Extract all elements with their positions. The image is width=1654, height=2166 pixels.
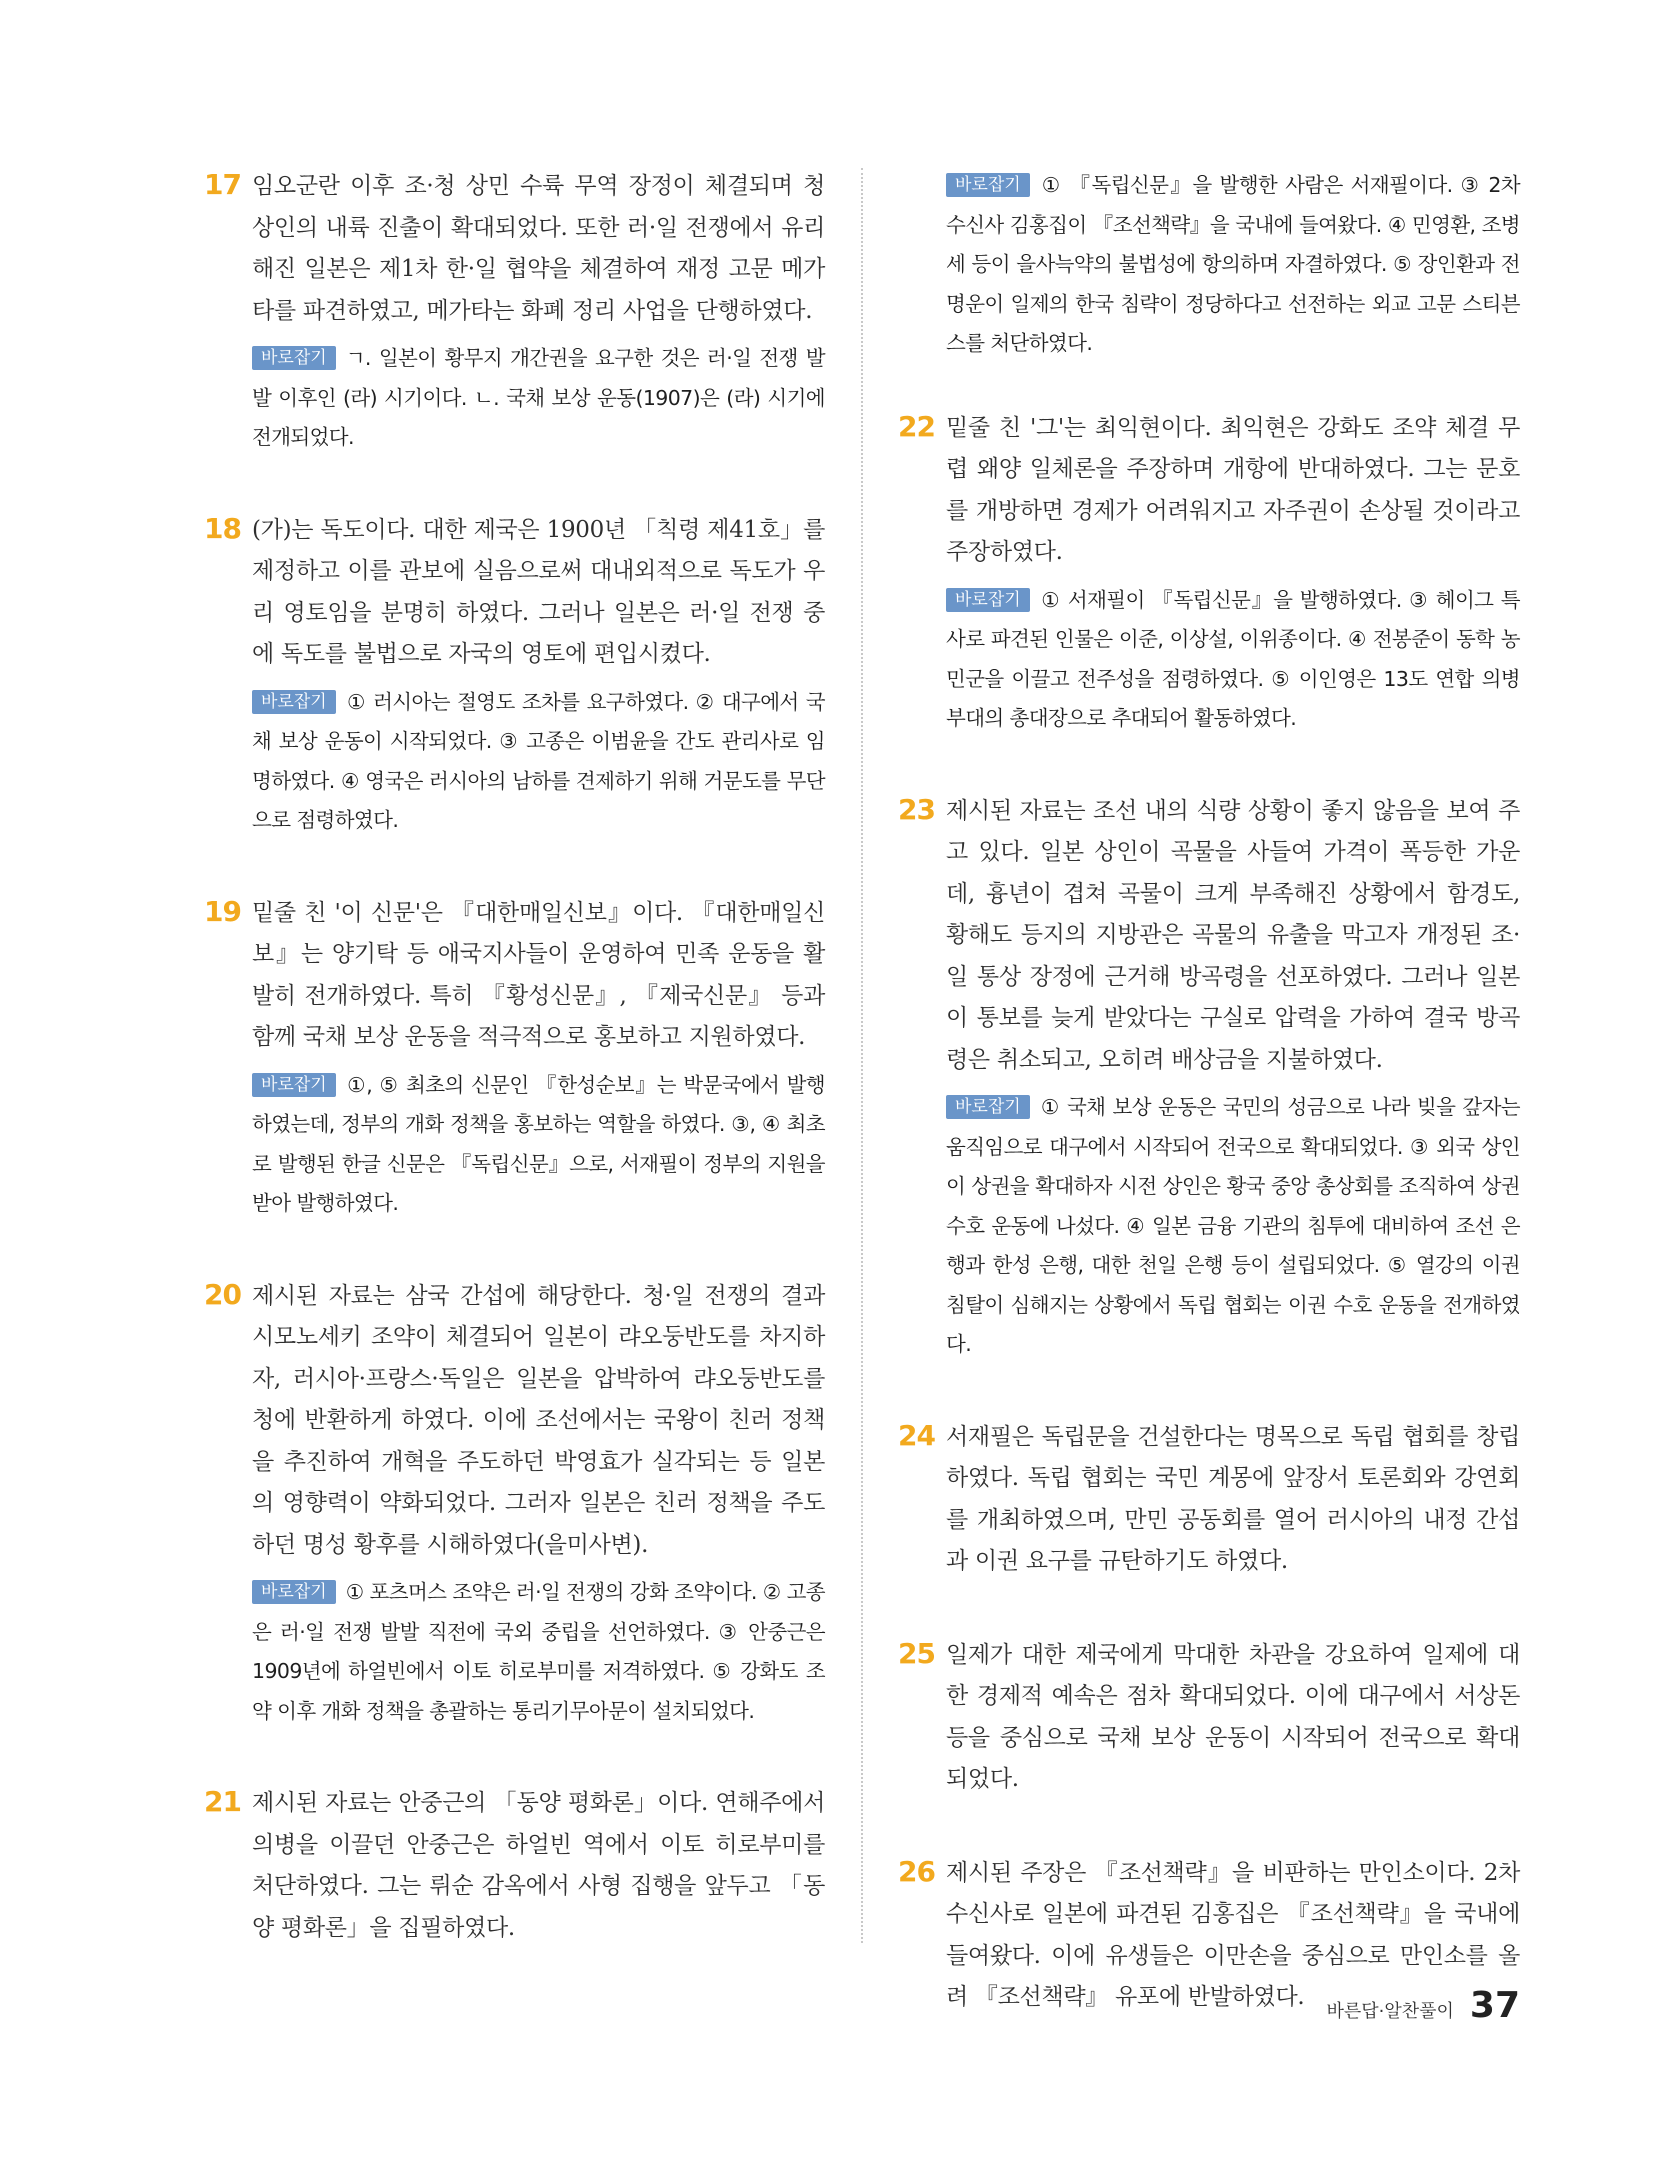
question-number: 21 <box>204 1785 241 1818</box>
correction-badge: 바로잡기 <box>252 690 336 714</box>
correction-note <box>946 581 1520 739</box>
correction-note <box>252 339 825 458</box>
answer-text: 제시된 주장은 『조선책략』을 비판하는 만인소이다. 2차 수신사로 일본에 파견된 김홍집은 『조선책략』을 국내에 들여왔다. 이에 유생들은 이만손을 중심으로 만인소를 올려 『조선책략』 유포에 반발하였다. <box>946 1859 1520 2010</box>
answer-text: 일제가 대한 제국에게 막대한 차관을 강요하여 일제에 대한 경제적 예속은 점차 확대되었다. 이에 대구에서 서상돈 등을 중심으로 국채 보상 운동이 시작되어 전국으로 확대되었다. <box>946 1641 1520 1792</box>
correction-note <box>946 1088 1520 1365</box>
correction-text: ① 서재필이 『독립신문』을 발행하였다. ③ 헤이그 특사로 파견된 인물은 이준, 이상설, 이위종이다. ④ 전봉준이 동학 농민군을 이끌고 전주성을 점령하였다. ⑤ 이인영은 13도 연합 의병 부대의 총대장으로 추대되어 활동하였다. <box>946 587 1520 730</box>
answer-item-23 <box>898 791 1520 1365</box>
answer-item-24 <box>898 1417 1520 1583</box>
answer-item-19 <box>204 893 825 1224</box>
answer-item-17 <box>204 166 825 458</box>
correction-note <box>252 683 825 841</box>
question-number: 25 <box>898 1636 935 1670</box>
answer-text: 밑줄 친 '이 신문'은 『대한매일신보』이다. 『대한매일신보』는 양기탁 등 애국지사들이 운영하여 민족 운동을 활발히 전개하였다. 특히 『황성신문』, 『제국신문』 등과 함께 국채 보상 운동을 적극적으로 홍보하고 지원하였다. <box>252 899 825 1050</box>
correction-badge: 바로잡기 <box>946 173 1030 197</box>
answer-text: 임오군란 이후 조·청 상민 수륙 무역 장정이 체결되며 청 상인의 내륙 진출이 확대되었다. 또한 러·일 전쟁에서 유리해진 일본은 제1차 한·일 협약을 체결하여 재정 고문 메가타를 파견하였고, 메가타는 화폐 정리 사업을 단행하였다. <box>252 173 825 324</box>
correction-text: ① 포츠머스 조약은 러·일 전쟁의 강화 조약이다. ② 고종은 러·일 전쟁 발발 직전에 국외 중립을 선언하였다. ③ 안중근은 1909년에 하얼빈에서 이토 히로부미를 저격하였다. ⑤ 강화도 조약 이후 개화 정책을 총괄하는 통리기무아문이 설치되었다. <box>252 1580 825 1723</box>
page-footer <box>1326 1985 1520 2026</box>
answer-item-21-continued <box>898 166 1520 364</box>
right-column <box>898 166 1520 2019</box>
answer-text: (가)는 독도이다. 대한 제국은 1900년 「칙령 제41호」를 제정하고 이를 관보에 실음으로써 대내외적으로 독도가 우리 영토임을 분명히 하였다. 그러나 일본은 러·일 전쟁 중에 독도를 불법으로 자국의 영토에 편입시켰다. <box>252 516 825 667</box>
correction-text: ① 국채 보상 운동은 국민의 성금으로 나라 빚을 갚자는 움직임으로 대구에서 시작되어 전국으로 확대되었다. ③ 외국 상인이 상권을 확대하자 시전 상인은 황국 중앙 총상회를 조직하여 상권 수호 운동에 나섰다. ④ 일본 금융 기관의 침투에 대비하여 조선 은행과 한성 은행, 대한 천일 은행 등이 설립되었다. ⑤ 열강의 이권 침탈이 심해지는 상황에서 독립 협회는 이권 수호 운동을 전개하였다. <box>946 1095 1520 1356</box>
left-column <box>204 166 825 1949</box>
answer-item-22 <box>898 408 1520 739</box>
question-number: 17 <box>204 168 241 201</box>
correction-text: ①, ⑤ 최초의 신문인 『한성순보』는 박문국에서 발행하였는데, 정부의 개화 정책을 홍보하는 역할을 하였다. ③, ④ 최초로 발행된 한글 신문은 『독립신문』으로, 서재필이 정부의 지원을 받아 발행하였다. <box>252 1072 825 1215</box>
answer-text: 제시된 자료는 조선 내의 식량 상황이 좋지 않음을 보여 주고 있다. 일본 상인이 곡물을 사들여 가격이 폭등한 가운데, 흉년이 겹쳐 곡물이 크게 부족해진 상황에서 함경도, 황해도 등지의 지방관은 곡물의 유출을 막고자 개정된 조·일 통상 장정에 근거해 방곡령을 선포하였다. 그러나 일본이 통보를 늦게 받았다는 구실로 압력을 가하여 결국 방곡령은 취소되고, 오히려 배상금을 지불하였다. <box>946 797 1520 1073</box>
footer-label: 바른답·알찬풀이 <box>1326 2001 1454 2022</box>
answer-item-21 <box>204 1783 825 1949</box>
correction-text: ① 『독립신문』을 발행한 사람은 서재필이다. ③ 2차 수신사 김홍집이 『조선책략』을 국내에 들여왔다. ④ 민영환, 조병세 등이 을사늑약의 불법성에 항의하며 자결하였다. ⑤ 장인환과 전명운이 일제의 한국 침략이 정당하다고 선전하는 외교 고문 스티븐스를 처단하였다. <box>946 173 1520 355</box>
correction-badge: 바로잡기 <box>946 1095 1030 1119</box>
question-number: 22 <box>898 409 935 443</box>
column-divider <box>861 168 863 1943</box>
correction-text: ㄱ. 일본이 황무지 개간권을 요구한 것은 러·일 전쟁 발발 이후인 (라) 시기이다. ㄴ. 국채 보상 운동(1907)은 (라) 시기에 전개되었다. <box>252 346 825 449</box>
correction-badge: 바로잡기 <box>252 346 336 370</box>
correction-badge: 바로잡기 <box>946 588 1030 612</box>
answer-text: 밑줄 친 '그'는 최익현이다. 최익현은 강화도 조약 체결 무렵 왜양 일체론을 주장하며 개항에 반대하였다. 그는 문호를 개방하면 경제가 어려워지고 자주권이 손상될 것이라고 주장하였다. <box>946 414 1520 565</box>
answer-item-25 <box>898 1635 1520 1801</box>
answer-text: 제시된 자료는 안중근의 「동양 평화론」이다. 연해주에서 의병을 이끌던 안중근은 하얼빈 역에서 이토 히로부미를 처단하였다. 그는 뤼순 감옥에서 사형 집행을 앞두고 「동양 평화론」을 집필하였다. <box>252 1790 825 1941</box>
answer-item-20 <box>204 1276 825 1732</box>
question-number: 20 <box>204 1277 241 1311</box>
correction-note <box>252 1573 825 1731</box>
answer-item-18 <box>204 510 825 841</box>
page-number: 37 <box>1469 1985 1520 2026</box>
answer-text: 제시된 자료는 삼국 간섭에 해당한다. 청·일 전쟁의 결과 시모노세키 조약이 체결되어 일본이 랴오둥반도를 차지하자, 러시아·프랑스·독일은 일본을 압박하여 랴오둥반도를 청에 반환하게 하였다. 이에 조선에서는 국왕이 친러 정책을 추진하여 개혁을 주도하던 박영효가 실각되는 등 일본의 영향력이 약화되었다. 그러자 일본은 친러 정책을 주도하던 명성 황후를 시해하였다(을미사변). <box>252 1282 825 1558</box>
correction-note <box>946 166 1520 364</box>
question-number: 19 <box>204 894 241 928</box>
correction-note <box>252 1066 825 1224</box>
question-number: 23 <box>898 792 935 826</box>
question-number: 18 <box>204 511 241 545</box>
correction-badge: 바로잡기 <box>252 1580 336 1604</box>
question-number: 26 <box>898 1854 935 1888</box>
answer-text: 서재필은 독립문을 건설한다는 명목으로 독립 협회를 창립하였다. 독립 협회는 국민 계몽에 앞장서 토론회와 강연회를 개최하였으며, 만민 공동회를 열어 러시아의 내정 간섭과 이권 요구를 규탄하기도 하였다. <box>946 1423 1520 1574</box>
correction-badge: 바로잡기 <box>252 1073 336 1097</box>
question-number: 24 <box>898 1418 935 1452</box>
correction-text: ① 러시아는 절영도 조차를 요구하였다. ② 대구에서 국채 보상 운동이 시작되었다. ③ 고종은 이범윤을 간도 관리사로 임명하였다. ④ 영국은 러시아의 남하를 견제하기 위해 거문도를 무단으로 점령하였다. <box>252 689 825 832</box>
